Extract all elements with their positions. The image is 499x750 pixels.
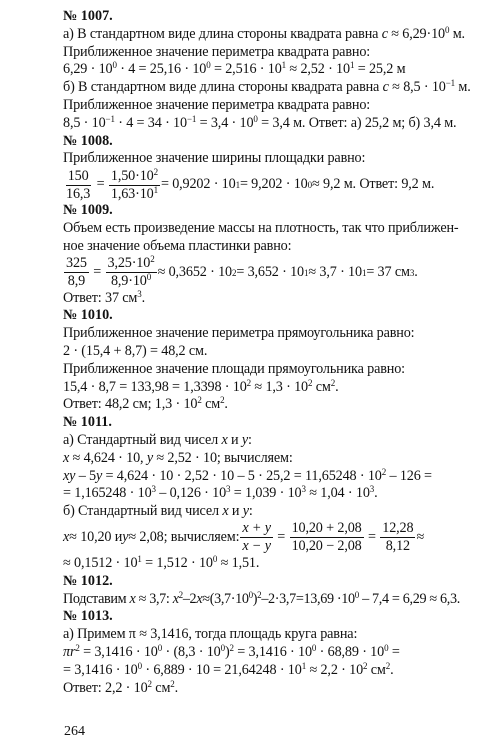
problem-1010-line: Приближенное значение периметра прямоугольника равно: — [63, 325, 415, 342]
problem-1013-line: а) Примем π ≈ 3,1416, тогда площадь круга равна: — [63, 626, 358, 643]
problem-1011-heading: № 1011. — [63, 414, 112, 431]
fraction: $\frac{1,50\cdot 10^2}{1,63\cdot 10^1}$ — [110, 166, 158, 202]
problem-1011-line: = $1,165248 \cdot 10^3 - 0,126 \cdot 10^3 = 1,039 \cdot 10^3 \approx 1,04 \cdot 10^3$. — [63, 484, 378, 502]
problem-1009-line: Объем есть произведение массы на плотность, так что приближен- — [63, 219, 459, 236]
problem-1010-line: 2 · (15,4 + 8,7) = 48,2 см. — [63, 342, 208, 359]
problem-1007-line-b: б) В стандартном виде длина стороны квадрата равна $c \approx 8,5 \cdot 10^{-1}$ м. — [63, 78, 471, 96]
problem-1011-line: а) Стандартный вид чисел x и y: — [63, 431, 252, 448]
problem-1012-line: Подставим x ≈ 3,7: $x^2-2x\approx(3,7\cdot 10^0)^2-2\cdot 3,7=13,69 \cdot 10^0 - 7,4 = 6,29 \approx 6,3$. — [63, 589, 460, 607]
problem-1007-heading: № 1007. — [63, 8, 113, 24]
solutions-block — [63, 8, 483, 697]
problem-1011-line: б) Стандартный вид чисел x и y: — [63, 503, 253, 520]
problem-1010-answer: Ответ: 48,2 см; $1,3 \cdot 10^2$ $см^2$. — [63, 395, 228, 413]
problem-1010-line: $15,4 \cdot 8,7 = 133,98 = 1,3398 \cdot 10^2 \approx 1,3 \cdot 10^2$ $см^2$. — [63, 377, 339, 395]
fraction: $\frac{x + y}{x - y}$ — [242, 520, 271, 555]
problem-1010-line: Приближенное значение площади прямоугольника равно: — [63, 360, 405, 377]
problem-1013-answer: Ответ: $2,2 \cdot 10^2$ $см^2$. — [63, 678, 179, 696]
problem-1007-line: Приближенное значение периметра квадрата равно: — [63, 96, 371, 113]
problem-1011-line: x ≈ 4,624 · 10, y ≈ 2,52 · 10; вычисляем: — [63, 449, 293, 466]
problem-1011-formula: x ≈ 10,20 и y ≈ 2,08; вычисляем: $\frac{x + y}{x - y}$ = $\frac{10,20 + 2,08}{10,20 - 2,08}$ = $\frac{12,28}{8,12}$ ≈ — [63, 520, 425, 555]
problem-1007-line: $6,29 \cdot 10^0 \cdot 4 = 25,16 \cdot 10^0 = 2,516 \cdot 10^1 \approx 2,52 \cdot 10^1 = 25,2$ м — [63, 60, 406, 78]
fraction: $\frac{10,20 + 2,08}{10,20 - 2,08}$ — [291, 520, 362, 555]
problem-1007-line-a: а) В стандартном виде длина стороны квадрата равна $c \approx 6,29\cdot 10^0$ м. — [63, 24, 465, 42]
problem-1012-heading: № 1012. — [63, 572, 113, 589]
problem-1007-line: Приближенное значение периметра квадрата равно: — [63, 43, 371, 60]
page-number: 264 — [64, 724, 85, 739]
problem-1008-formula: $\frac{150}{16,3}$ = $\frac{1,50\cdot 10^2}{1,63\cdot 10^1}$ = 0,9202 · 10 1 = 9,202 · 10 0 ≈ 9,2 м. Ответ: 9,2 м. — [66, 166, 435, 202]
fraction: $\frac{150}{16,3}$ — [66, 167, 91, 202]
problem-1009-formula: $\frac{325}{8,9}$ = $\frac{3,25\cdot 10^2}{8,9\cdot 10^0}$ ≈ 0,3652 · 10 2 = 3,652 · 10 1 ≈ 3,7 · 10 1 = 37 см 3 . — [66, 254, 418, 290]
problem-1013-heading: № 1013. — [63, 608, 113, 625]
problem-1007-answer: $8,5 \cdot 10^{-1} \cdot 4 = 34 \cdot 10^{-1} = 3,4 \cdot 10^0 = 3,4$ м. Ответ: а) 25,2 м; б) 3,4 м. — [63, 113, 457, 131]
problem-1010-heading: № 1010. — [63, 307, 113, 324]
fraction: $\frac{325}{8,9}$ — [66, 255, 87, 290]
problem-1009-heading: № 1009. — [63, 202, 113, 219]
problem-1011-answer: ≈ $0,1512 \cdot 10^1 = 1,512 \cdot 10^0 \approx 1,51$. — [63, 553, 260, 571]
problem-1008-heading: № 1008. — [63, 132, 113, 149]
problem-1013-line: = $3,1416 \cdot 10^0 \cdot 6,889 \cdot 10 = 21,64248 \cdot 10^1 \approx 2,2 \cdot 10^2$ $см^2$. — [63, 660, 394, 678]
problem-1008-line: Приближенное значение ширины площадки равно: — [63, 150, 366, 167]
fraction: $\frac{12,28}{8,12}$ — [382, 520, 414, 555]
problem-1009-answer: Ответ: 37 $см^3$. — [63, 288, 146, 306]
problem-1013-line: $\pi r^2 = 3,1416 \cdot 10^0 \cdot (8,3 \cdot 10^0)^2 = 3,1416 \cdot 10^0 \cdot 68,89 \cdot 10^0$ = — [63, 642, 400, 660]
fraction: $\frac{3,25\cdot 10^2}{8,9\cdot 10^0}$ — [107, 254, 155, 290]
problem-1009-line: ное значение объема пластинки равно: — [63, 237, 292, 254]
problem-1011-line: xy – $5y = 4,624 \cdot 10 \cdot 2,52 \cdot 10 - 5 \cdot 25,2 = 11,65248 \cdot 10^2 - 126$ = — [63, 466, 432, 484]
